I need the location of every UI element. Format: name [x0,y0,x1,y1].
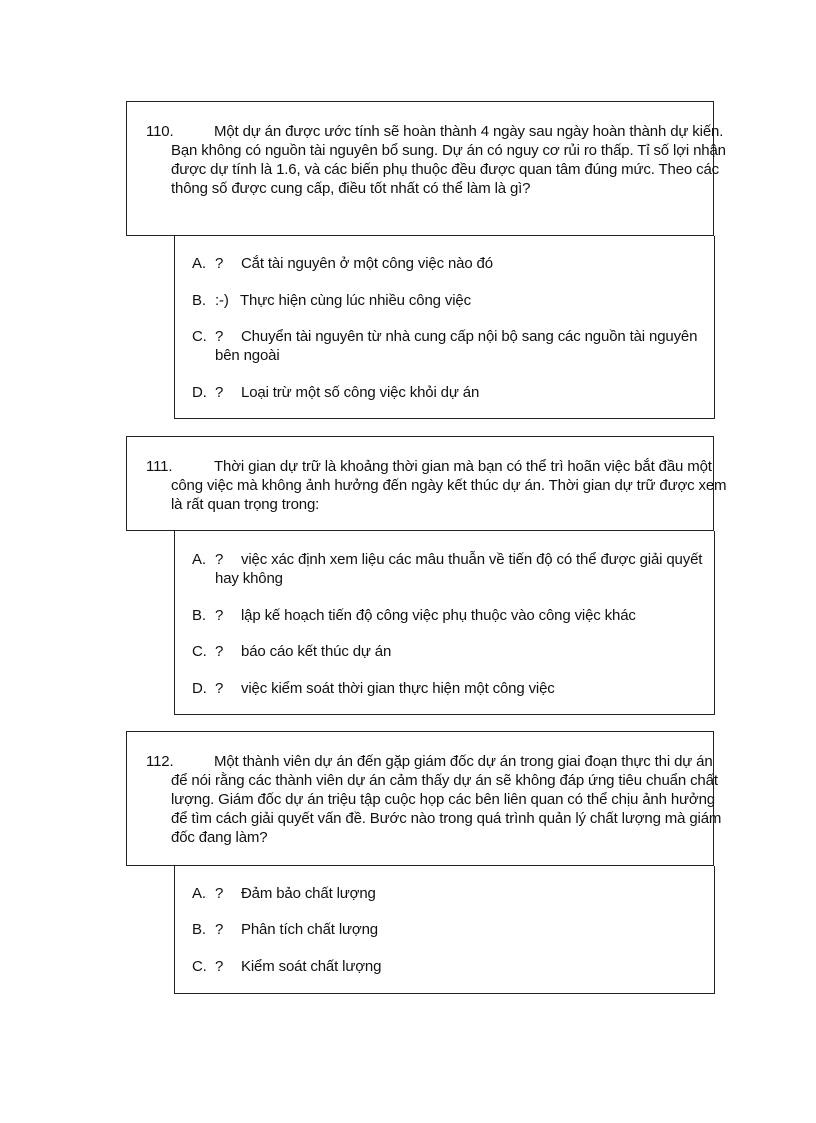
answer-option-b[interactable] [192,606,720,625]
answer-option-b[interactable] [192,291,720,310]
option-letter: A. [192,551,206,568]
option-mark: ? [215,680,224,697]
option-letter: C. [192,643,207,660]
option-letter: A. [192,885,206,902]
question-box-111 [126,436,727,531]
option-letter: A. [192,255,206,272]
option-mark: ? [215,607,224,624]
option-text: Cắt tài nguyên ở một công việc nào đó [241,255,493,272]
option-text: Chuyển tài nguyên từ nhà cung cấp nội bộ sang các nguồn tài nguyên bên ngoài [215,328,698,364]
option-letter: D. [192,680,207,697]
answer-box-110 [174,236,715,419]
option-mark: ? [215,551,224,568]
option-letter: B. [192,292,206,309]
answer-option-a[interactable] [192,550,720,588]
question-number: 112. [146,753,174,770]
answer-option-c[interactable] [192,642,720,661]
answer-option-b[interactable] [192,920,720,939]
option-text: báo cáo kết thúc dự án [241,643,392,660]
option-letter: C. [192,958,207,975]
question-number: 111. [146,458,173,475]
question-text [146,752,727,847]
option-mark: ? [215,643,224,660]
question-body: Một dự án được ước tính sẽ hoàn thành 4 ngày sau ngày hoàn thành dự kiến. Bạn không có nguồn tài nguyên bổ sung. Dự án có nguy cơ rủi ro thấp. Tỉ số lợi nhận được dự tính là 1.6, và các biến phụ thuộc đều được quan tâm đúng mức. Theo các thông số được cung cấp, điều tốt nhất có thể làm là gì? [171,123,726,197]
option-mark: ? [215,384,224,401]
option-letter: B. [192,607,206,624]
option-text: Loại trừ một số công việc khỏi dự án [241,384,480,401]
question-body: Thời gian dự trữ là khoảng thời gian mà bạn có thể trì hoãn việc bắt đầu một công việc mà không ảnh hưởng đến ngày kết thúc dự án. Thời gian dự trữ được xem là rất quan trọng trong: [171,458,727,513]
option-letter: B. [192,921,206,938]
answer-option-a[interactable] [192,884,720,903]
option-mark: ? [215,958,224,975]
option-mark: ? [215,885,224,902]
option-mark: ? [215,328,224,345]
option-text: việc kiểm soát thời gian thực hiện một công việc [241,680,555,697]
option-text: việc xác định xem liệu các mâu thuẫn về tiến độ có thể được giải quyết hay không [215,551,703,587]
question-box-110 [126,101,726,236]
question-text [146,457,727,514]
question-text [146,122,727,198]
option-text: Đảm bảo chất lượng [241,885,376,902]
option-mark: ? [215,255,224,272]
answer-option-c[interactable] [192,957,720,976]
option-mark: :-) [215,292,229,309]
answer-option-c[interactable] [192,327,720,365]
answer-box-111 [174,531,715,715]
option-text: Thực hiện cùng lúc nhiều công việc [240,292,471,309]
option-text: Kiểm soát chất lượng [241,958,382,975]
option-mark: ? [215,921,224,938]
question-number: 110. [146,123,174,140]
option-letter: C. [192,328,207,345]
answer-option-d[interactable] [192,383,720,402]
option-text: Phân tích chất lượng [241,921,378,938]
question-box-112 [126,731,722,866]
answer-box-112 [174,866,715,994]
answer-option-d[interactable] [192,679,720,698]
option-letter: D. [192,384,207,401]
option-text: lập kế hoạch tiến độ công việc phụ thuộc vào công việc khác [241,607,636,624]
question-body: Một thành viên dự án đến gặp giám đốc dự án trong giai đoạn thực thi dự án để nói rằng các thành viên dự án cảm thấy dự án sẽ không đáp ứng tiêu chuẩn chất lượng. Giám đốc dự án triệu tập cuộc họp các bên liên quan có thể chịu ảnh hưởng để tìm cách giải quyết vấn đề. Bước nào trong quá trình quản lý chất lượng mà giám đốc đang làm? [171,753,722,846]
answer-option-a[interactable] [192,254,720,273]
